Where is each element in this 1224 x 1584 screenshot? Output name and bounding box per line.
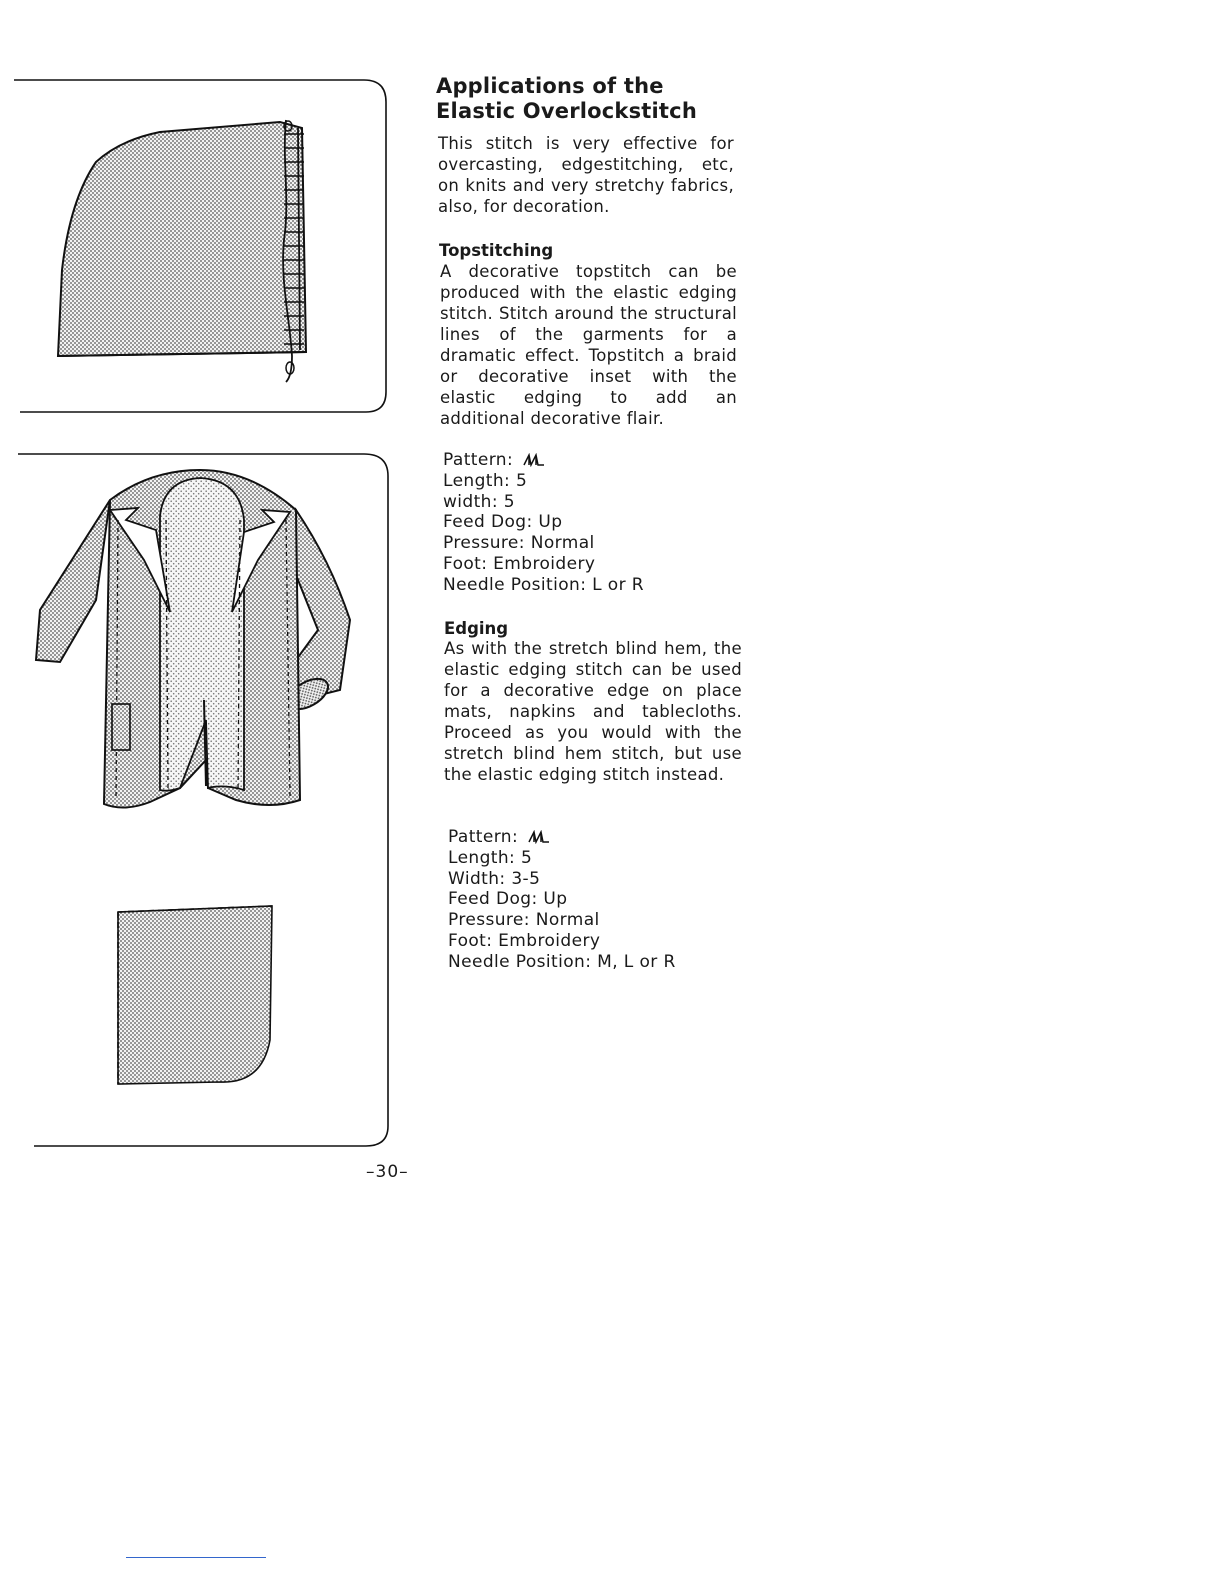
topstitching-feed-dog: Feed Dog: Up [443,512,563,533]
topstitching-heading: Topstitching [439,241,554,260]
page-number: –30– [366,1162,409,1182]
jacket-topstitch-illustration [36,470,350,808]
topstitching-width: width: 5 [443,491,516,512]
topstitching-paragraph: A decorative topstitch can be produced with the elastic edging stitch. Stitch around the structural lines of the garments for a dramatic effect. Topstitch a braid or decorative inset with the elastic edging to add an additional decorative flair. [440,262,737,428]
edging-pattern: Pattern: [448,827,676,848]
intro-paragraph: This stitch is very effective for overcasting, edgestitching, etc, on knits and very stretchy fabrics, also, for decoration. [438,134,734,216]
edging-heading: Edging [444,619,509,638]
footer-rule [126,1557,266,1558]
edging-needle-position: Needle Position: M, L or R [448,951,676,972]
topstitching-foot: Foot: Embroidery [443,553,596,574]
fabric-edge-overlock-illustration [58,120,306,382]
illustrations-column [0,0,420,1170]
edging-width: Width: 3-5 [448,868,541,889]
edging-pressure: Pressure: Normal [448,910,600,931]
topstitching-pattern: Pattern: [443,450,644,471]
page-title: Applications of the Elastic Overlockstitch [436,74,697,123]
edging-foot: Foot: Embroidery [448,930,601,951]
elastic-overlock-stitch-icon [528,830,550,844]
topstitching-pressure: Pressure: Normal [443,533,595,554]
edging-paragraph: As with the stretch blind hem, the elastic edging stitch can be used for a decorative edge on place mats, napkins and tablecloths. Proceed as you would with the stretch blind hem stitch, but use the elastic edging stitch instead. [444,639,742,784]
edging-settings [448,827,676,973]
edging-feed-dog: Feed Dog: Up [448,889,568,910]
edging-length: Length: 5 [448,847,533,868]
topstitching-settings [443,450,644,596]
topstitching-needle-position: Needle Position: L or R [443,574,645,595]
placemat-edging-illustration [118,906,272,1084]
topstitching-length: Length: 5 [443,470,528,491]
elastic-overlock-stitch-icon [523,453,545,467]
